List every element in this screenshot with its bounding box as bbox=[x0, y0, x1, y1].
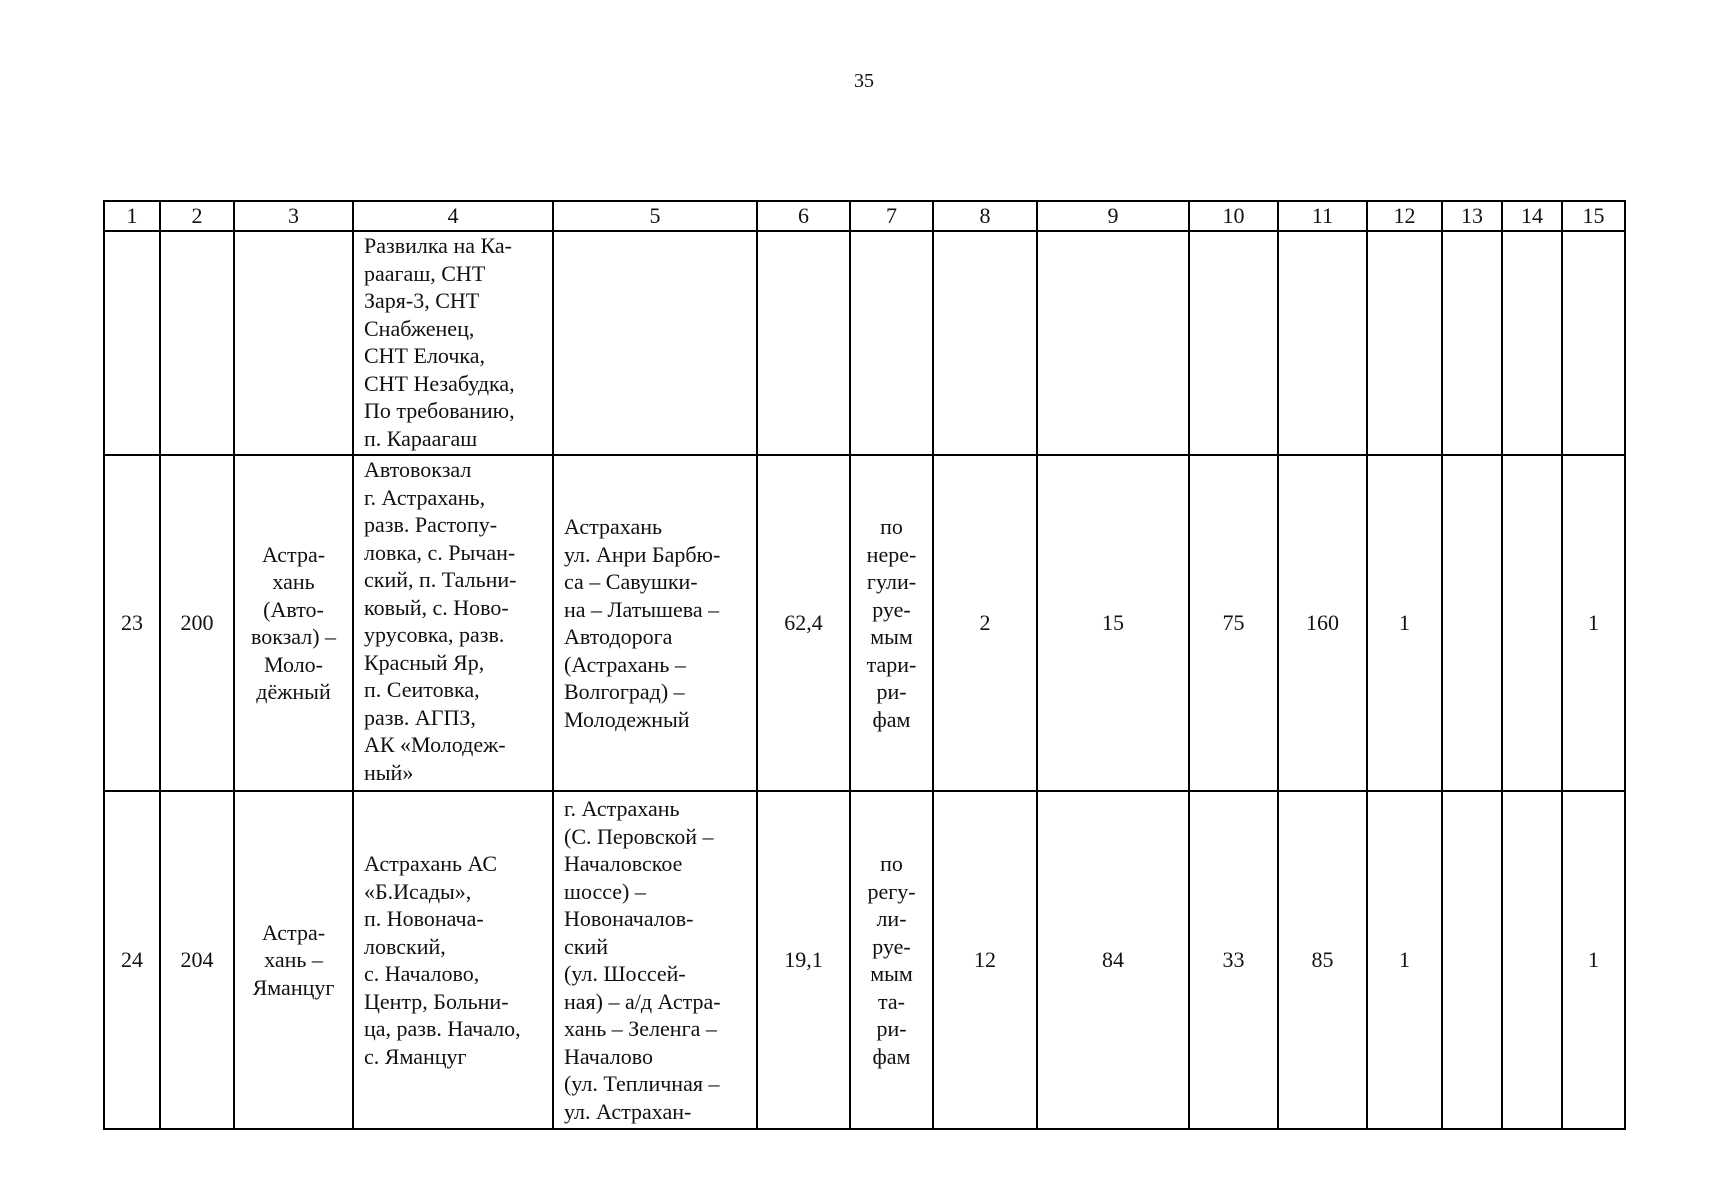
page-number: 35 bbox=[854, 70, 874, 92]
cell-route-name: Астра- хань – Яманцуг bbox=[234, 791, 353, 1129]
cell-stops: Астрахань АС «Б.Исады», п. Новонача- ловский, с. Началово, Центр, Больни- ца, разв. Начало, с. Яманцуг bbox=[353, 791, 553, 1129]
cell-route-name bbox=[234, 231, 353, 455]
column-header: 4 bbox=[353, 201, 553, 231]
cell-tariff-type bbox=[850, 231, 933, 455]
cell-col14 bbox=[1502, 791, 1562, 1129]
cell-col10 bbox=[1189, 231, 1278, 455]
cell-number: 24 bbox=[104, 791, 160, 1129]
cell-tariff-type: по нере- гули- руе- мым тари- ри- фам bbox=[850, 455, 933, 791]
cell-col11: 85 bbox=[1278, 791, 1367, 1129]
table-row bbox=[104, 455, 1625, 791]
cell-col14 bbox=[1502, 455, 1562, 791]
cell-col8 bbox=[933, 231, 1037, 455]
cell-route-number: 204 bbox=[160, 791, 234, 1129]
column-header: 1 bbox=[104, 201, 160, 231]
column-header: 9 bbox=[1037, 201, 1189, 231]
column-header: 15 bbox=[1562, 201, 1625, 231]
cell-col12 bbox=[1367, 231, 1442, 455]
column-header: 8 bbox=[933, 201, 1037, 231]
column-header: 12 bbox=[1367, 201, 1442, 231]
column-header: 14 bbox=[1502, 201, 1562, 231]
cell-length: 62,4 bbox=[757, 455, 850, 791]
cell-col9: 84 bbox=[1037, 791, 1189, 1129]
table-row bbox=[104, 791, 1625, 1129]
column-header: 2 bbox=[160, 201, 234, 231]
cell-route-number: 200 bbox=[160, 455, 234, 791]
cell-col10: 75 bbox=[1189, 455, 1278, 791]
cell-col10: 33 bbox=[1189, 791, 1278, 1129]
cell-streets: г. Астрахань (С. Перовской – Началовское шоссе) – Новоначалов- ский (ул. Шоссей- ная) – а/д Астра- хань – Зеленга – Началово (ул. Тепличная – ул. Астрахан- bbox=[553, 791, 757, 1129]
cell-streets: Астрахань ул. Анри Барбю- са – Савушки- на – Латышева – Автодорога (Астрахань – Волгоград) – Молодежный bbox=[553, 455, 757, 791]
cell-col9: 15 bbox=[1037, 455, 1189, 791]
cell-route-number bbox=[160, 231, 234, 455]
column-header: 11 bbox=[1278, 201, 1367, 231]
cell-col12: 1 bbox=[1367, 791, 1442, 1129]
route-table bbox=[103, 200, 1626, 1130]
column-header: 6 bbox=[757, 201, 850, 231]
cell-col15: 1 bbox=[1562, 455, 1625, 791]
header-row bbox=[104, 201, 1625, 231]
column-header: 13 bbox=[1442, 201, 1502, 231]
cell-col15 bbox=[1562, 231, 1625, 455]
cell-col12: 1 bbox=[1367, 455, 1442, 791]
cell-col13 bbox=[1442, 231, 1502, 455]
cell-col13 bbox=[1442, 455, 1502, 791]
cell-col11: 160 bbox=[1278, 455, 1367, 791]
cell-stops: Развилка на Ка- раагаш, СНТ Заря-3, СНТ Снабженец, СНТ Елочка, СНТ Незабудка, По требованию, п. Караагаш bbox=[353, 231, 553, 455]
cell-col9 bbox=[1037, 231, 1189, 455]
cell-number: 23 bbox=[104, 455, 160, 791]
column-header: 7 bbox=[850, 201, 933, 231]
cell-number bbox=[104, 231, 160, 455]
cell-route-name: Астра- хань (Авто- вокзал) – Моло- дёжный bbox=[234, 455, 353, 791]
cell-col8: 2 bbox=[933, 455, 1037, 791]
cell-streets bbox=[553, 231, 757, 455]
cell-col14 bbox=[1502, 231, 1562, 455]
table-row bbox=[104, 231, 1625, 455]
cell-col11 bbox=[1278, 231, 1367, 455]
column-header: 5 bbox=[553, 201, 757, 231]
cell-col15: 1 bbox=[1562, 791, 1625, 1129]
column-header: 3 bbox=[234, 201, 353, 231]
cell-stops: Автовокзал г. Астрахань, разв. Растопу- ловка, с. Рычан- ский, п. Тальни- ковый, с. Ново- урусовка, разв. Красный Яр, п. Сеитовка, разв. АГПЗ, АК «Молодеж- ный» bbox=[353, 455, 553, 791]
cell-length bbox=[757, 231, 850, 455]
column-header: 10 bbox=[1189, 201, 1278, 231]
cell-col8: 12 bbox=[933, 791, 1037, 1129]
cell-length: 19,1 bbox=[757, 791, 850, 1129]
cell-col13 bbox=[1442, 791, 1502, 1129]
cell-tariff-type: по регу- ли- руе- мым та- ри- фам bbox=[850, 791, 933, 1129]
